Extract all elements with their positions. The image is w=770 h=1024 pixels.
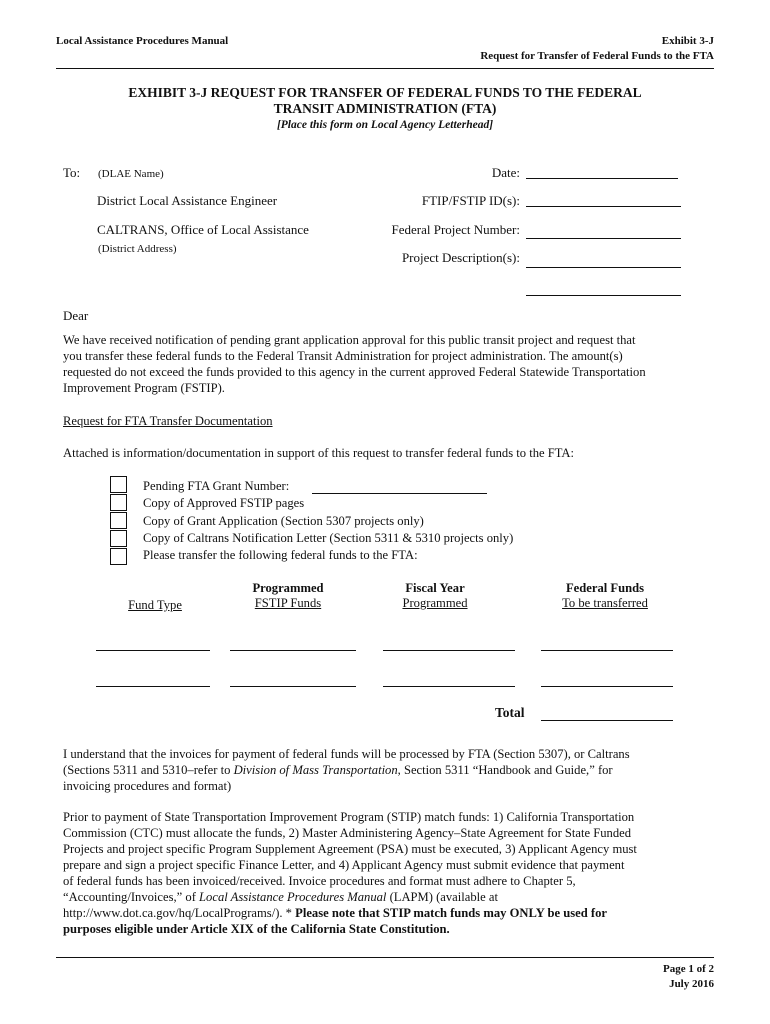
form-title-line1: EXHIBIT 3-J REQUEST FOR TRANSFER OF FEDERAL FUNDS TO THE FEDERAL <box>128 85 642 100</box>
ftip-field[interactable] <box>526 206 681 207</box>
checkbox-pending-grant[interactable] <box>110 476 127 493</box>
salutation: Dear <box>63 308 89 323</box>
form-subtitle: [Place this form on Local Agency Letterhead] <box>276 119 494 131</box>
division-name: Division of Mass Transportation <box>233 763 398 777</box>
stip-line: Prior to payment of State Transportation Improvement Program (STIP) match funds: 1) California Transportation <box>63 810 635 824</box>
section-heading: Request for FTA Transfer Documentation <box>63 414 273 428</box>
date-field[interactable] <box>526 178 678 179</box>
addressee-office: CALTRANS, Office of Local Assistance <box>97 222 309 237</box>
col-federal-funds-label: To be transferred <box>562 596 648 610</box>
addressee-title: District Local Assistance Engineer <box>97 193 278 208</box>
form-title-line2: TRANSIT ADMINISTRATION (FTA) <box>273 101 497 116</box>
ftip-label: FTIP/FSTIP ID(s): <box>421 193 520 208</box>
fiscal-year-field-2[interactable] <box>383 686 515 687</box>
exhibit-number: Exhibit 3-J <box>661 35 714 47</box>
stip-line <box>63 905 728 921</box>
attached-text: Attached is information/documentation in support of this request to transfer federal funds to the FTA: <box>63 446 575 460</box>
invoice-line-part: (Sections 5311 and 5310–refer to <box>63 763 234 777</box>
page-number: Page 1 of 2 <box>662 963 714 975</box>
stip-line <box>63 889 728 905</box>
stip-paragraph <box>63 809 728 937</box>
footer-rule <box>56 957 714 958</box>
date-label: Date: <box>491 165 520 180</box>
stip-line: prepare and sign a project specific Finance Letter, and 4) Applicant Agency must submit evidence that payment <box>63 858 625 872</box>
intro-line: you transfer these federal funds to the Federal Transit Administration for project administration. The amount(s) <box>63 349 623 363</box>
col-fstip-funds <box>228 581 348 611</box>
checklist-item-fstip-pages: Copy of Approved FSTIP pages <box>143 496 305 510</box>
intro-line: We have received notification of pending grant application approval for this public transit project and request that <box>63 333 636 347</box>
fstip-funds-field-1[interactable] <box>230 650 356 651</box>
col-fund-type <box>100 598 210 613</box>
invoice-line <box>63 762 728 778</box>
col-federal-funds <box>540 581 670 611</box>
col-fiscal-year-title: Fiscal Year <box>405 581 465 595</box>
fund-type-field-2[interactable] <box>96 686 210 687</box>
total-label: Total <box>495 705 525 720</box>
col-fstip-funds-title: Programmed <box>252 581 324 595</box>
col-fstip-funds-label: FSTIP Funds <box>254 596 322 610</box>
federal-project-number-label: Federal Project Number: <box>391 222 520 237</box>
stip-line <box>63 921 728 937</box>
total-field[interactable] <box>541 720 673 721</box>
stip-line-part: “Accounting/Invoices,” of <box>63 890 200 904</box>
lapm-url: http://www.dot.ca.gov/hq/LocalPrograms/). * <box>63 906 296 920</box>
checkbox-caltrans-letter[interactable] <box>110 530 127 547</box>
checkbox-transfer-funds[interactable] <box>110 548 127 565</box>
invoice-line: invoicing procedures and format) <box>63 779 232 793</box>
col-fiscal-year-label: Programmed <box>402 596 468 610</box>
to-label: To: <box>63 165 81 180</box>
fstip-funds-field-2[interactable] <box>230 686 356 687</box>
stip-line-part: (LAPM) (available at <box>386 890 498 904</box>
invoice-line: I understand that the invoices for payment of federal funds will be processed by FTA (Section 5307), or Caltrans <box>63 747 630 761</box>
grant-number-field[interactable] <box>312 493 487 494</box>
stip-line: of federal funds has been invoiced/received. Invoice procedures and format must adhere to Chapter 5, <box>63 874 576 888</box>
col-fiscal-year <box>375 581 495 611</box>
intro-line: Improvement Program (FSTIP). <box>63 381 225 395</box>
checklist-item-grant-application: Copy of Grant Application (Section 5307 projects only) <box>143 514 424 528</box>
federal-funds-field-2[interactable] <box>541 686 673 687</box>
exhibit-subject: Request for Transfer of Federal Funds to the FTA <box>480 50 714 62</box>
stip-note: Please note that STIP match funds may ONLY be used for <box>295 906 607 920</box>
intro-line: requested do not exceed the funds provided to this agency in the current approved Federal Statewide Transportation <box>63 365 646 379</box>
col-fund-type-label: Fund Type <box>128 598 182 612</box>
project-description-label: Project Description(s): <box>401 250 520 265</box>
invoice-line-part: , Section 5311 “Handbook and Guide,” for <box>397 763 613 777</box>
invoice-paragraph <box>63 746 728 794</box>
project-description-field-2[interactable] <box>526 295 681 296</box>
manual-title: Local Assistance Procedures Manual <box>56 35 229 47</box>
checkbox-grant-application[interactable] <box>110 512 127 529</box>
federal-funds-field-1[interactable] <box>541 650 673 651</box>
checkbox-fstip-pages[interactable] <box>110 494 127 511</box>
project-description-field-1[interactable] <box>526 267 681 268</box>
district-address: (District Address) <box>98 243 177 255</box>
intro-paragraph <box>63 332 723 396</box>
fiscal-year-field-1[interactable] <box>383 650 515 651</box>
checklist-item-transfer-funds: Please transfer the following federal funds to the FTA: <box>143 548 418 562</box>
dlae-name: (DLAE Name) <box>98 168 164 180</box>
revision-date: July 2016 <box>669 978 714 990</box>
lapm-title: Local Assistance Procedures Manual <box>199 890 387 904</box>
header-rule <box>56 68 714 69</box>
stip-line: Commission (CTC) must allocate the funds, 2) Master Administering Agency–State Agreement for State Funded <box>63 826 632 840</box>
stip-note-cont: purposes eligible under Article XIX of the California State Constitution. <box>63 922 450 936</box>
federal-project-number-field[interactable] <box>526 238 681 239</box>
stip-line: Projects and project specific Program Supplement Agreement (PSA) must be executed, 3) Applicant Agency must <box>63 842 637 856</box>
col-federal-funds-title: Federal Funds <box>565 581 645 595</box>
checklist-item-caltrans-letter: Copy of Caltrans Notification Letter (Section 5311 & 5310 projects only) <box>143 531 514 545</box>
fund-type-field-1[interactable] <box>96 650 210 651</box>
checklist-item-pending-grant: Pending FTA Grant Number: <box>143 479 290 493</box>
